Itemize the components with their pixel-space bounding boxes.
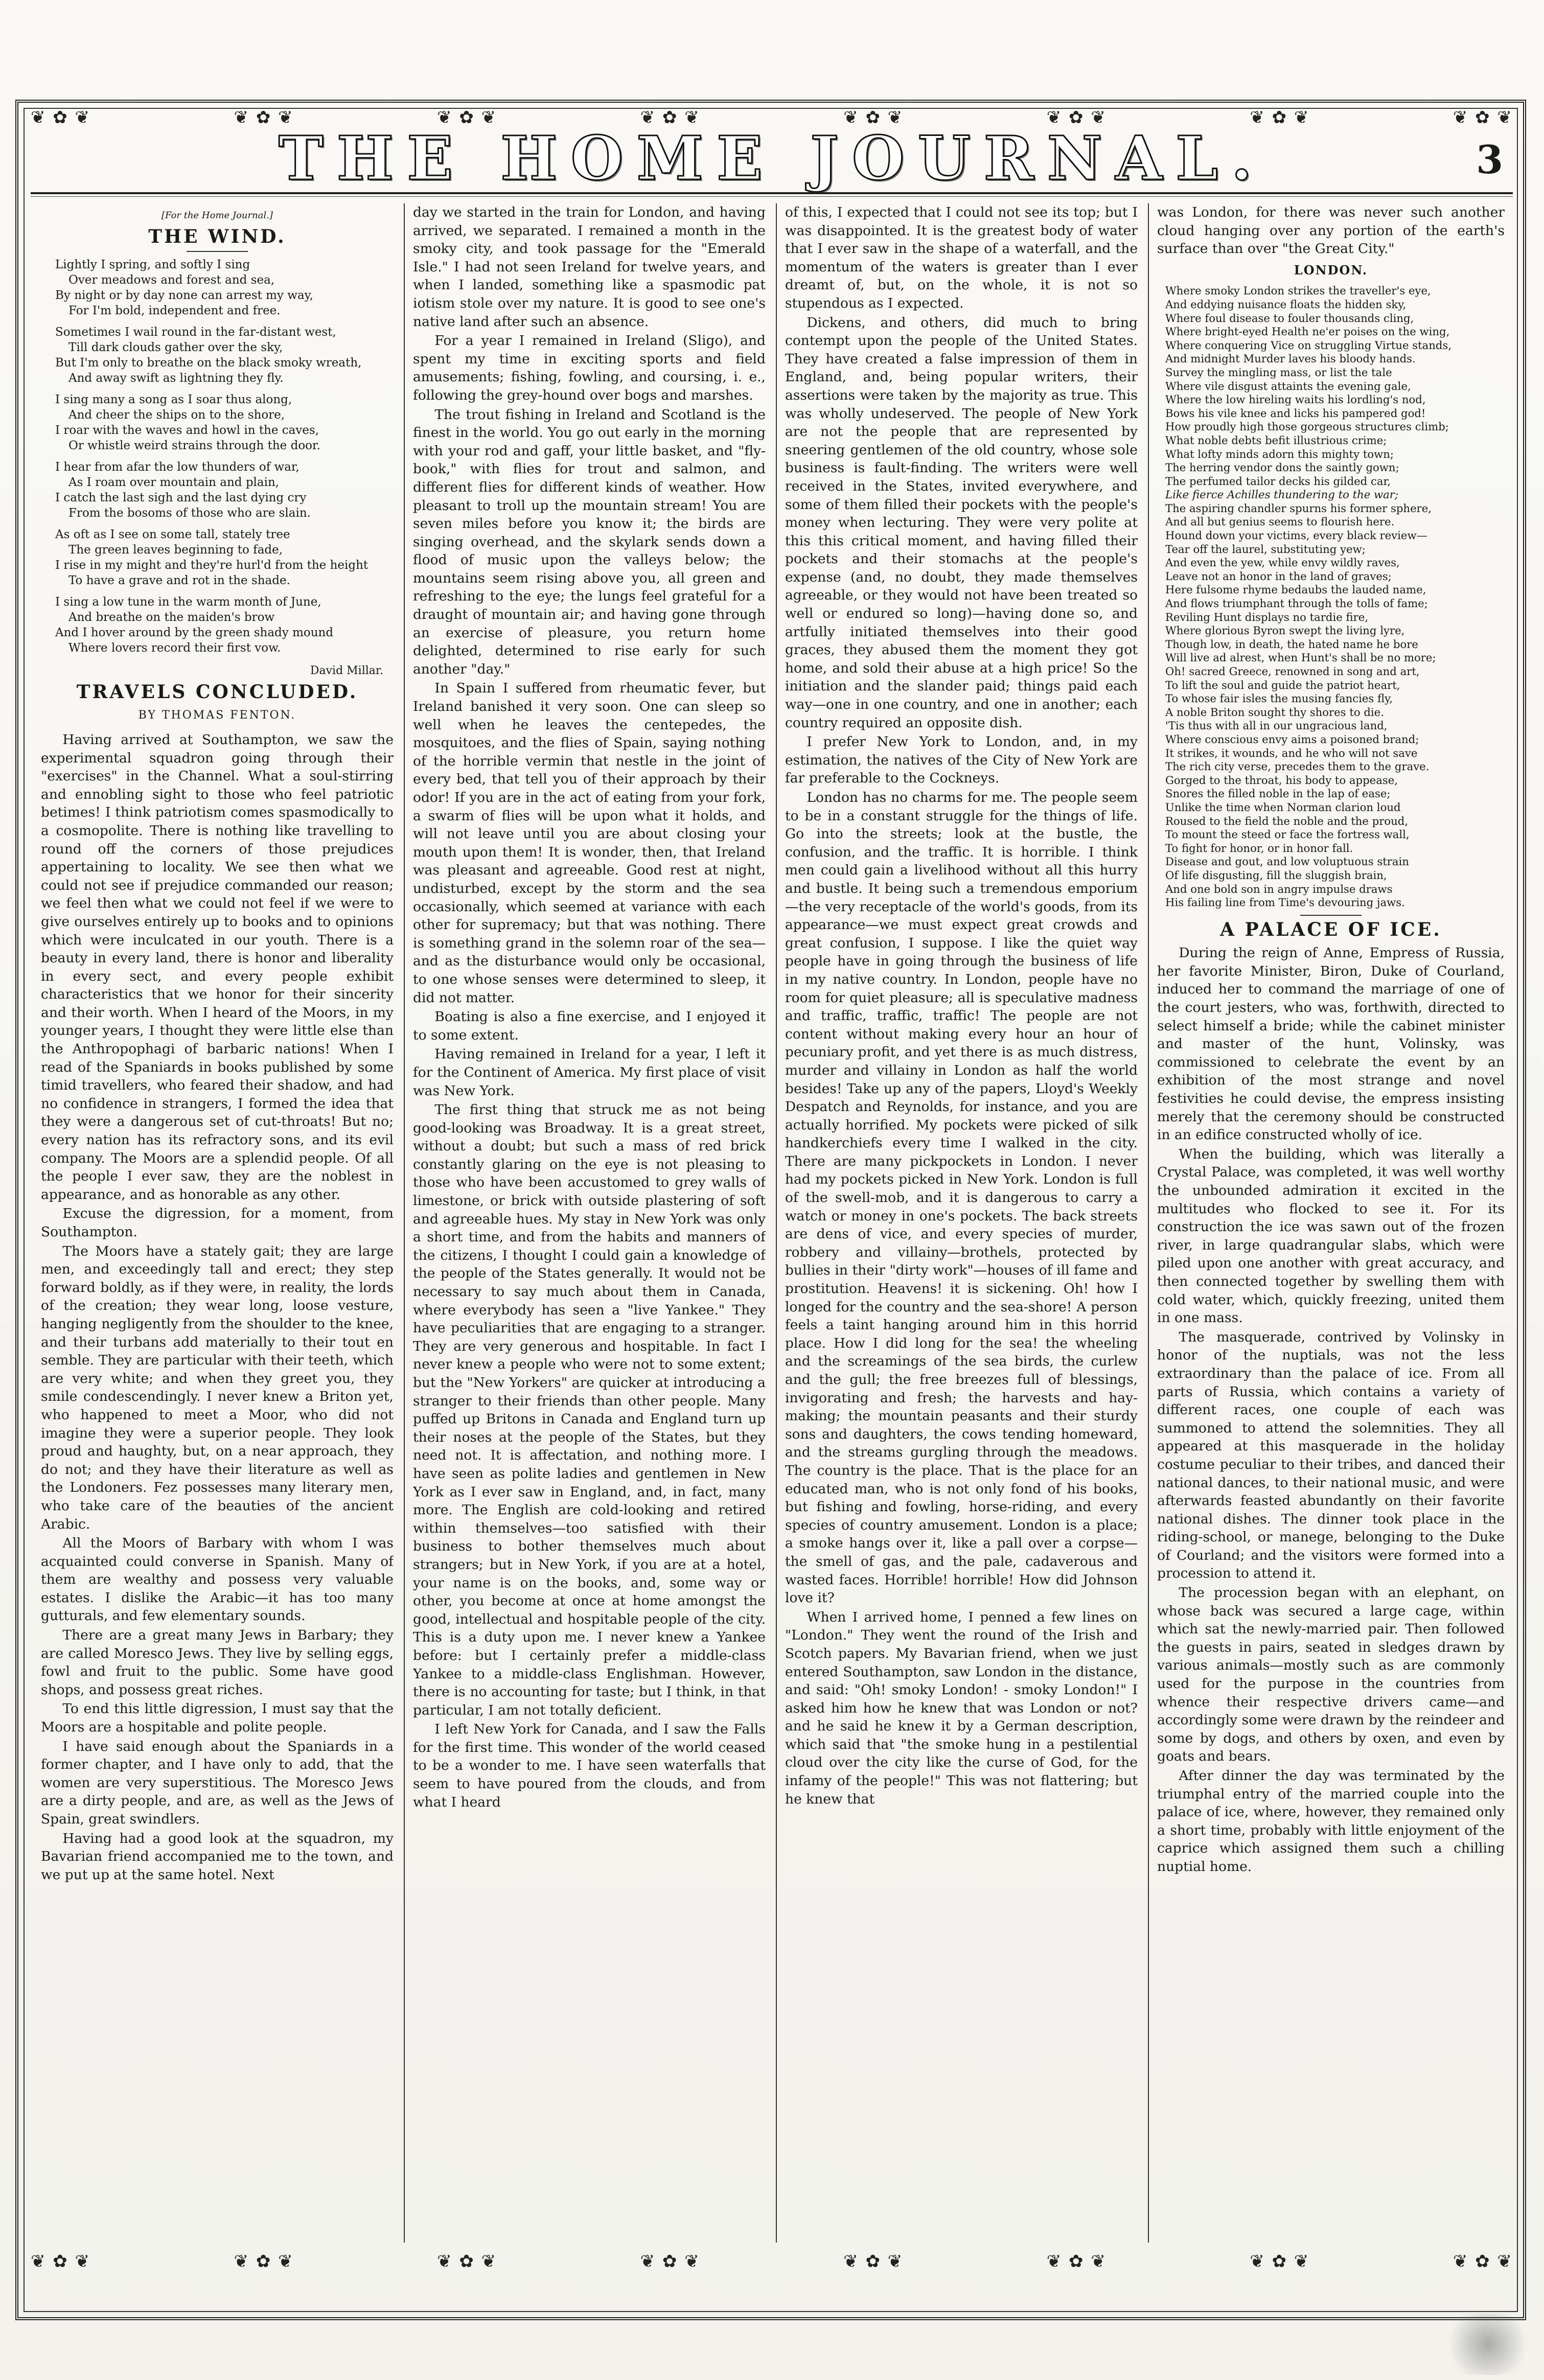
poem-line: The aspiring chandler spurns his former sphere,	[1165, 501, 1432, 515]
poem-line: What noble debts befit illustrious crime;	[1165, 433, 1387, 447]
poem-line: Snores the filled noble in the lap of ease;	[1165, 787, 1391, 800]
poem-signature: David Millar.	[310, 664, 383, 678]
poem-line: Where lovers record their first vow.	[68, 641, 281, 655]
poem-line: And one bold son in angry impulse draws	[1165, 882, 1393, 895]
ornament: ❦ ✿ ❦	[234, 107, 294, 128]
ornament: ❦ ✿ ❦	[437, 107, 497, 128]
poem-line: Where the low hireling waits his lordling's nod,	[1165, 393, 1426, 406]
paragraph: During the reign of Anne, Empress of Russia, her favorite Minister, Biron, Duke of Courland, induced her to command the marriage of one of the court jesters, who was, forthwith, directed to select himself a bride; while the cabinet minister and master of the hunt, Volinsky, was commissioned to celebrate the event by an exhibition of the most strange and novel festivities he could devise, the empress insisting merely that the ceremony should be constructed in an edifice constructed wholly of ice.	[1157, 945, 1505, 1143]
poem-line: Reviling Hunt displays no tardie fire,	[1165, 610, 1369, 623]
poem-line: As oft as I see on some tall, stately tree	[55, 528, 290, 542]
paragraph: was London, for there was never such another cloud hanging over any portion of the earth's surface than over "the Great City."	[1157, 204, 1505, 257]
poem-line: Though low, in death, the hated name he bore	[1165, 637, 1418, 651]
paragraph: The Moors have a stately gait; they are large men, and exceedingly tall and erect; they step forward boldly, as if they were, in reality, the lords of the creation; they wear long, loose vesture, hanging negligently from the shoulder to the knee, and their turbans add materially to their tout en semble. They are particular with their teeth, which are very white; and when they greet you, they smile condescendingly. I never knew a Briton yet, who happened to meet a Moor, who did not imagine they were a superior people. They look proud and haughty, but, on a near approach, they do not; and they have their literature as well as the Londoners. Fez possesses many literary men, who take care of the beauties of the ancient Arabic.	[41, 1243, 394, 1532]
poem-line: How proudly high those gorgeous structures climb;	[1165, 420, 1449, 433]
ornament: ❦ ✿ ❦	[640, 107, 700, 128]
poem-line: Of life disgusting, fill the sluggish brain,	[1165, 868, 1387, 882]
poem-line: Hound down your victims, every black review—	[1165, 529, 1427, 542]
poem-line: Or whistle weird strains through the door.	[68, 439, 320, 453]
paragraph: The trout fishing in Ireland and Scotland is the finest in the world. You go out early in the morning with your rod and gaff, your little basket, and "fly-book," with flies for trout and salmon, and different flies for different kinds of weather. How pleasant to troll up the mountain stream! You are seven miles before you know it; the birds are singing overhead, and the skylark sends down a flood of music upon the valleys below; the mountains seem rising above you, all green and refreshing to the eye; the lungs feel grateful for a draught of mountain air; and having gone through an exercise of pleasure, you return home delighted, determined to rise early for such another "day."	[413, 406, 766, 677]
paragraph: When the building, which was literally a Crystal Palace, was completed, it was well worthy the unbounded admiration it excited in the multitudes who flocked to see it. For its construction the ice was sawn out of the frozen river, in large quadrangular slabs, which were piled upon one another with great accuracy, and then connected together by swelling them with cold water, which, quickly freezing, united them in one mass.	[1157, 1146, 1505, 1326]
poem-line: And even the yew, while envy wildly raves,	[1165, 556, 1400, 569]
poem-london	[1157, 284, 1505, 909]
poem-line: Till dark clouds gather over the sky,	[68, 341, 283, 355]
paragraph: All the Moors of Barbary with whom I was acquainted could converse in Spanish. Many of them are wealthy and possess very valuable estates. I dislike the Arabic—it has too many gutturals, and few elementary sounds.	[41, 1535, 394, 1624]
poem-title-london: LONDON.	[1294, 262, 1368, 278]
paragraph: I left New York for Canada, and I saw the Falls for the first time. This wonder of the world ceased to be a wonder to me. I have seen waterfalls that seem to have poured from the clouds, and from what I heard	[413, 1721, 766, 1810]
poem-line: Roused to the field the noble and the proud,	[1165, 814, 1409, 827]
ornament: ❦ ✿ ❦	[1046, 107, 1107, 128]
ornament: ❦ ✿ ❦	[1453, 2251, 1513, 2272]
poem-line: Survey the mingling mass, or list the tale	[1165, 365, 1392, 379]
paragraph: The masquerade, contrived by Volinsky in honor of the nuptials, was not the less extraordinary than the palace of ice. From all parts of Russia, which contains a variety of different races, one couple of each was summoned to attend the solemnities. They all appeared at this masquerade in the holiday costume peculiar to their tribes, and danced their national dances, to their national music, and were afterwards feasted abundantly on their favorite national dishes. The dinner took place in the riding-school, or manege, belonging to the Duke of Courland; and the visitors were formed into a procession to attend it.	[1157, 1329, 1505, 1582]
masthead-rule	[31, 192, 1513, 194]
poem-line: The perfumed tailor decks his gilded car,	[1165, 474, 1391, 488]
poem-line: I catch the last sigh and the last dying cry	[55, 491, 307, 505]
poem-line: Where foul disease to fouler thousands cling,	[1165, 311, 1414, 325]
poem-line: And midnight Murder laves his bloody hands.	[1165, 352, 1416, 365]
poem-line: Will live ad alrest, when Hunt's shall be no more;	[1165, 651, 1436, 664]
poem-line: From the bosoms of those who are slain.	[68, 506, 311, 520]
paragraph: day we started in the train for London, and having arrived, we separated. I remained a month in the smoky city, and took passage for the "Emerald Isle." I had not seen Ireland for twelve years, and when I landed, something like a spasmodic pat iotism stole over my nature. It is good to see one's native land after such an absence.	[413, 204, 766, 330]
poem-line: Gorged to the throat, his body to appease,	[1165, 773, 1398, 787]
poem-line: Sometimes I wail round in the far-distant west,	[55, 326, 336, 339]
column-separator	[404, 203, 405, 2243]
masthead-rule-thin	[31, 196, 1513, 197]
poem-line: I sing many a song as I soar thus along,	[55, 393, 292, 407]
ornament: ❦ ✿ ❦	[234, 2251, 294, 2272]
poem-line: Where vile disgust attaints the evening gale,	[1165, 379, 1411, 392]
poem-line: Lightly I spring, and softly I sing	[55, 258, 250, 272]
poem-line: I sing a low tune in the warm month of June,	[55, 595, 321, 609]
poem-source: [For the Home Journal.]	[162, 210, 273, 221]
column-separator	[776, 203, 777, 2243]
poem-line: Over meadows and forest and sea,	[68, 273, 275, 287]
poem-line: Where conquering Vice on struggling Virtue stands,	[1165, 338, 1452, 352]
paragraph: There are a great many Jews in Barbary; they are called Moresco Jews. They live by selling eggs, fowl and fruit to the public. Some have good shops, and possess great riches.	[41, 1627, 394, 1698]
poem-line: And eddying nuisance floats the hidden sky,	[1165, 297, 1407, 311]
poem-line: Where bright-eyed Health ne'er poises on the wing,	[1165, 325, 1450, 338]
poem-line: To lift the soul and guide the patriot heart,	[1165, 678, 1400, 691]
paragraph: London has no charms for me. The people seem to be in a constant struggle for the things of life. Go into the streets; look at the bustle, the confusion, and the traffic. It is horrible. I think men could gain a livelihood without all this hurry and bustle. It being such a tremendous emporium—the very receptacle of the world's goods, from its appearance—we must expect great crowds and great confusion, I suppose. I like the quiet way people have in going through the business of life in my native country. In London, people have no room for quiet pleasure; all is speculative madness and traffic, traffic, traffic! The people are not content without making every hour an hour of pecuniary profit, and yet there is as much distress, murder and villainy in London as half the world besides! Take up any of the papers, Lloyd's Weekly Despatch and Reynolds, for instance, and you are actually horrified. My pockets were picked of silk handkerchiefs every time I walked in the city. There are many pickpockets in London. I never had my pockets picked in New York. London is full of the swell-mob, and it is dangerous to carry a watch or money in one's pockets. The back streets are dens of vice, and every species of murder, robbery and villainy—brothels, protected by bullies in their "dirty work"—houses of ill fame and prostitution. Heavens! it is sickening. Oh! how I longed for the country and the sea-shore! A person feels a taint hanging around him in this horrid place. How I did long for the sea! the wheeling and the screamings of the sea birds, the curlew and the gull; the free breezes full of blessings, invigorating and fresh; the harvests and hay-making; the mountain peasants and their sturdy sons and daughters, the cows tending homeward, and the streams gurgling through the meadows. The country is the place. That is the place for an educated man, who is not only fond of his books, but fishing and fowling, horse-riding, and every species of country amusement. London is a place; a smoke hangs over it, like a pall over a corpse—the smell of gas, and the pale, cadaverous and wasted faces. Horrible! horrible! How did Johnson love it?	[785, 790, 1138, 1606]
paragraph: Dickens, and others, did much to bring contempt upon the people of the United States. They have created a false impression of them in England, and, being popular writers, their assertions were taken by the majority as true. This was wholly undeserved. The people of New York are not the people that are represented by sneering gentlemen of the old country, whose sole business is fault-finding. The writers were well received in the States, invited everywhere, and some of them filled their pockets with the people's money when lecturing. They were very polite at this this critical moment, and having filled their pockets and their stomachs at the people's expense (and, no doubt, they made themselves agreeable, or they would not have been treated so well or endured so long)—having done so, and artfully initiated themselves into their good graces, they abused them the moment they got home, and sold their abuse at a high price! So the initiation and the slander paid; things paid each way—one in one country, and one in another; each country required an opposite dish.	[785, 314, 1138, 731]
ornament: ❦ ✿ ❦	[1453, 107, 1513, 128]
paragraph: Having arrived at Southampton, we saw the experimental squadron going through their "exercises" in the Channel. What a soul-stirring and ennobling sight to those who feel patriotic betimes! I think patriotism comes spasmodically to a cosmopolite. There is nothing like travelling to round off the corners of those prejudices appertaining to locality. We see then what we could not see if prejudice commanded our reason; we feel then what we could not feel if we were to give ourselves entirely up to books and to opinions which were inculcated in our youth. There is a beauty in every land, there is honor and liberality in every sect, and every people exhibit characteristics that we honor for their sincerity and their worth. When I heard of the Moors, in my younger years, I thought they were little else than the Anthropophagi of barbaric nations! When I read of the Spaniards in books published by some timid travellers, who feared their shadow, and had no confidence in strangers, I formed the idea that they were a dangerous set of cut-throats! But no; every nation has its refractory sons, and its evil company. The Moors are a splendid people. Of all the people I ever saw, they are the noblest in appearance, and as honorable as any other.	[41, 731, 394, 1203]
poem-stanza	[55, 527, 394, 588]
poem-line: And all but genius seems to flourish here.	[1165, 515, 1395, 528]
poem-line: His failing line from Time's devouring jaws.	[1165, 896, 1405, 909]
poem-title-wind: THE WIND.	[148, 225, 286, 247]
poem-line: To fight for honor, or in honor fall.	[1165, 841, 1353, 854]
poem-line: Where conscious envy aims a poisoned brand;	[1165, 732, 1419, 746]
poem-the-wind	[41, 257, 394, 656]
poem-line: Leave not an honor in the land of graves;	[1165, 569, 1392, 583]
poem-stanza	[55, 325, 394, 386]
paragraph: To end this little digression, I must say that the Moors are a hospitable and polite people.	[41, 1701, 394, 1736]
poem-line: I roar with the waves and howl in the caves,	[55, 424, 319, 437]
poem-stanza	[55, 459, 394, 521]
article-title-travels: TRAVELS CONCLUDED.	[76, 681, 358, 703]
poem-line: To mount the steed or face the fortress wall,	[1165, 828, 1410, 841]
poem-line: Unlike the time when Norman clarion loud	[1165, 800, 1401, 814]
paragraph: In Spain I suffered from rheumatic fever, but Ireland banished it very soon. One can sleep so well when he leaves the centepedes, the mosquitoes, and the flies of Spain, saying nothing of the horrible vermin that nestle in the joint of every bed, that tell you of their approach by their odor! If you are in the act of eating from your fork, a swarm of flies will be upon what it holds, and will not leave until you are about closing your mouth upon them! It is wonder, then, that Ireland was pleasant and agreeable. Good rest at night, undisturbed, except by the storm and the sea occasionally, which seemed at variance with each other for supremacy; but that was nothing. There is something grand in the solemn roar of the sea—and as the disturbance would only be occasional, to one whose senses were determined to sleep, it did not matter.	[413, 680, 766, 1006]
ornament: ❦ ✿ ❦	[1046, 2251, 1107, 2272]
poem-line: Disease and gout, and low voluptuous strain	[1165, 855, 1409, 868]
ornament: ❦ ✿ ❦	[1250, 2251, 1310, 2272]
ornament: ❦ ✿ ❦	[31, 2251, 91, 2272]
poem-line: Tear off the laurel, substituting yew;	[1165, 542, 1366, 556]
ornament: ❦ ✿ ❦	[843, 107, 904, 128]
divider	[187, 251, 248, 252]
poem-line: A noble Briton sought thy shores to die.	[1165, 705, 1384, 719]
page-number: 3	[1476, 137, 1503, 182]
paragraph: Boating is also a fine exercise, and I enjoyed it to some extent.	[413, 1009, 766, 1043]
poem-line: By night or by day none can arrest my way,	[55, 289, 313, 303]
paragraph: Excuse the digression, for a moment, from Southampton.	[41, 1206, 394, 1240]
paragraph: I prefer New York to London, and, in my estimation, the natives of the City of New York are far preferable to the Cockneys.	[785, 734, 1138, 787]
poem-line: Here fulsome rhyme bedaubs the lauded name,	[1165, 583, 1426, 596]
poem-line: And flows triumphant through the tolls of fame;	[1165, 597, 1428, 610]
poem-line: And I hover around by the green shady mound	[55, 626, 334, 640]
ink-smudge	[1442, 2314, 1534, 2375]
poem-line: The herring vendor dons the saintly gown;	[1165, 461, 1399, 474]
ornament: ❦ ✿ ❦	[1250, 107, 1310, 128]
ornament: ❦ ✿ ❦	[640, 2251, 700, 2272]
column-1	[41, 203, 394, 2243]
poem-line: The green leaves beginning to fade,	[68, 543, 283, 557]
paragraph: When I arrived home, I penned a few lines on "London." They went the round of the Irish and Scotch papers. My Bavarian friend, when we just entered Southampton, saw London in the distance, and said: "Oh! smoky London! - smoky London!" I asked him how he knew that was London or not? and he said he knew it by a German description, which said that "the smoke hung in a pestilential cloud over the city like the curse of God, for the infamy of the people!" This was not flattering; but he knew that	[785, 1609, 1138, 1807]
column-4	[1157, 203, 1505, 2243]
poem-line: Where glorious Byron swept the living lyre,	[1165, 624, 1405, 637]
poem-line: And away swift as lightning they fly.	[68, 372, 284, 385]
poem-line: I hear from afar the low thunders of war,	[55, 460, 299, 474]
poem-line: What lofty minds adorn this mighty town;	[1165, 447, 1394, 460]
poem-line: 'Tis thus with all in our ungracious land,	[1165, 719, 1388, 732]
ornament: ❦ ✿ ❦	[437, 2251, 497, 2272]
divider	[1300, 915, 1362, 916]
poem-line: Bows his vile knee and licks his pampered god!	[1165, 406, 1426, 420]
poem-line: I rise in my might and they're hurl'd from the height	[55, 559, 368, 572]
poem-line: As I roam over mountain and plain,	[68, 476, 280, 490]
paragraph: Having remained in Ireland for a year, I left it for the Continent of America. My first place of visit was New York.	[413, 1046, 766, 1099]
poem-line: But I'm only to breathe on the black smoky wreath,	[55, 356, 362, 370]
poem-line: To whose fair isles the musing fancies fly,	[1165, 692, 1393, 705]
column-2	[413, 203, 766, 2243]
paragraph: After dinner the day was terminated by the triumphal entry of the married couple into the palace of ice, where, however, they remained only a short time, probably with little enjoyment of the caprice which assigned them such a chilling nuptial home.	[1157, 1768, 1505, 1875]
poem-line: And cheer the ships on to the shore,	[68, 408, 285, 422]
column-separator	[1148, 203, 1149, 2243]
poem-line: It strikes, it wounds, and he who will not save	[1165, 746, 1418, 759]
article-byline: BY THOMAS FENTON.	[138, 709, 296, 722]
poem-stanza	[55, 392, 394, 453]
column-3	[785, 203, 1138, 2243]
paragraph: of this, I expected that I could not see its top; but I was disappointed. It is the greatest body of water that I ever saw in the shape of a waterfall, and the momentum of the waters is greater than I ever dreamt of, but, on the whole, it is not so stupendous as I expected.	[785, 204, 1138, 311]
masthead	[0, 123, 1544, 194]
ornament: ❦ ✿ ❦	[843, 2251, 904, 2272]
poem-line: Like fierce Achilles thundering to the war;	[1165, 488, 1399, 501]
paragraph: For a year I remained in Ireland (Sligo), and spent my time in exciting sports and field amusements; fishing, fowling, and coursing, i. e., following the grey-hound over bogs and marshes.	[413, 333, 766, 403]
paragraph: Having had a good look at the squadron, my Bavarian friend accompanied me to the town, and we put up at the same hotel. Next	[41, 1830, 394, 1883]
ornament: ❦ ✿ ❦	[31, 107, 91, 128]
poem-line: Oh! sacred Greece, renowned in song and art,	[1165, 665, 1420, 678]
poem-line: For I'm bold, independent and free.	[68, 304, 281, 318]
masthead-title: THE HOME JOURNAL.	[278, 123, 1266, 194]
article-title-ice-palace: A PALACE OF ICE.	[1220, 918, 1442, 940]
paragraph: The first thing that struck me as not being good-looking was Broadway. It is a great street, without a doubt; but such a mass of red brick constantly glaring on the eye is not pleasing to those who have been accustomed to grey walls of limestone, or brick with outside plastering of soft and agreeable hues. My stay in New York was only a short time, and from the habits and manners of the citizens, I thought I could gain a knowledge of the people of the States generally. It would not be necessary to say much about them in Canada, where everybody has seen a "live Yankee." They have peculiarities that are engaging to a stranger. They are very generous and hospitable. In fact I never knew a people who were not to some extent; but the "New Yorkers" are quicker at introducing a stranger to their friends than other people. Many puffed up Britons in Canada and England turn up their noses at the people of the States, but they need not. It is affectation, and nothing more. I have seen as polite ladies and gentlemen in New York as I ever saw in England, and, in fact, many more. The English are cold-looking and retired within themselves—too satisfied with their business to bother themselves much about strangers; but in New York, if you are at a hotel, your name is on the books, and, some way or other, you become at once at home amongst the good, intellectual and hospitable people of the city. This is a duty upon me. I never knew a Yankee before: but I certainly prefer a middle-class Yankee to a middle-class Englishman. However, there is no accounting for taste; but I think, in that particular, I am not totally deficient.	[413, 1102, 766, 1718]
poem-stanza	[55, 257, 394, 318]
poem-line: And breathe on the maiden's brow	[68, 611, 275, 625]
paragraph: The procession began with an elephant, on whose back was secured a large cage, within which sat the newly-married pair. Then followed the guests in pairs, seated in sledges drawn by various animals—mostly such as are commonly used for the purpose in the countries from whence their respective drivers came—and accordingly some were drawn by the reindeer and some by dogs, and others by oxen, and even by goats and bears.	[1157, 1585, 1505, 1765]
poem-line: The rich city verse, precedes them to the grave.	[1165, 760, 1430, 773]
poem-line: To have a grave and rot in the shade.	[68, 574, 290, 588]
poem-line: Where smoky London strikes the traveller's eye,	[1165, 284, 1431, 297]
paragraph: I have said enough about the Spaniards in a former chapter, and I have only to add, that the women are very superstitious. The Moresco Jews are a dirty people, and are, as well as the Jews of Spain, great swindlers.	[41, 1738, 394, 1827]
bottom-ornament-band	[31, 2246, 1513, 2277]
poem-stanza	[55, 594, 394, 656]
